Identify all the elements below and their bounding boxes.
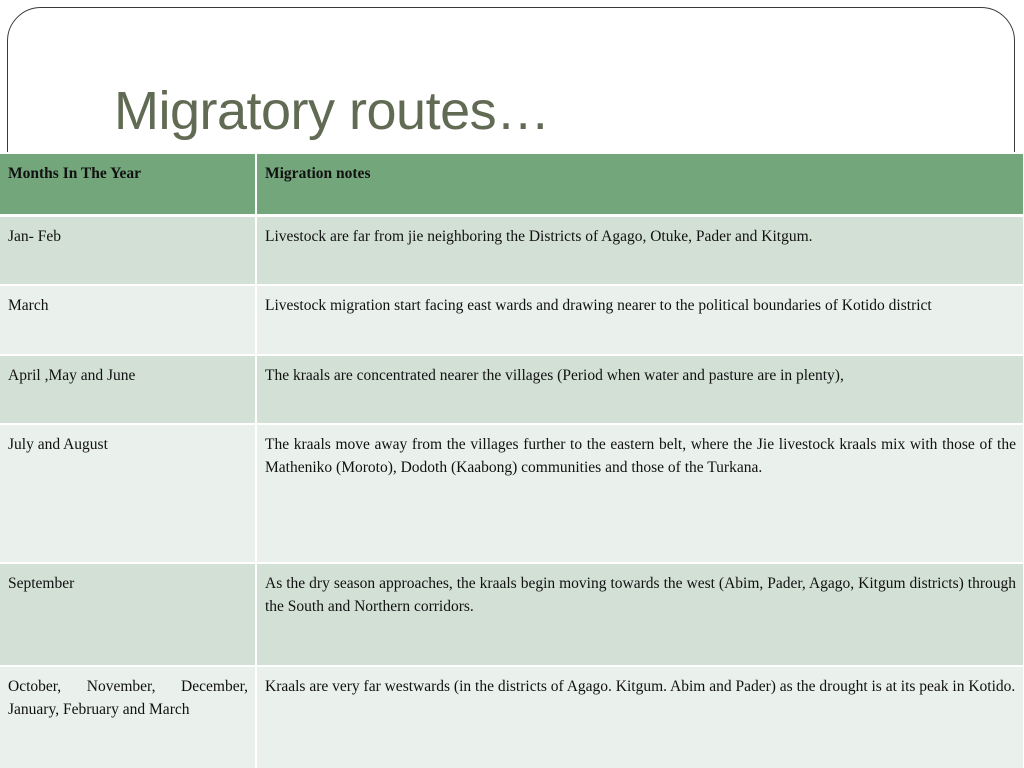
header-notes: Migration notes	[256, 153, 1024, 215]
table-row	[0, 285, 1024, 355]
notes-cell: The kraals move away from the villages further to the eastern belt, where the Jie livestock kraals mix with those of the Matheniko (Moroto), Dodoth (Kaabong) communities and those of the Turkana.	[256, 424, 1024, 563]
notes-cell: Kraals are very far westwards (in the districts of Agago. Kitgum. Abim and Pader) as the drought is at its peak in Kotido.	[256, 666, 1024, 768]
months-cell: Jan- Feb	[0, 215, 256, 285]
months-cell: April ,May and June	[0, 355, 256, 424]
notes-cell: As the dry season approaches, the kraals begin moving towards the west (Abim, Pader, Agago, Kitgum districts) through the South and Northern corridors.	[256, 563, 1024, 666]
months-cell: March	[0, 285, 256, 355]
months-cell: July and August	[0, 424, 256, 563]
notes-cell: The kraals are concentrated nearer the villages (Period when water and pasture are in plenty),	[256, 355, 1024, 424]
table-row	[0, 563, 1024, 666]
notes-cell: Livestock are far from jie neighboring the Districts of Agago, Otuke, Pader and Kitgum.	[256, 215, 1024, 285]
table-row	[0, 424, 1024, 563]
table-row	[0, 355, 1024, 424]
table-row	[0, 215, 1024, 285]
notes-cell: Livestock migration start facing east wards and drawing nearer to the political boundaries of Kotido district	[256, 285, 1024, 355]
table-row	[0, 666, 1024, 768]
migration-table	[0, 152, 1024, 768]
months-cell: September	[0, 563, 256, 666]
header-months: Months In The Year	[0, 153, 256, 215]
months-cell: October, November, December, January, February and March	[0, 666, 256, 768]
table-header-row	[0, 153, 1024, 215]
page-title: Migratory routes…	[114, 81, 550, 141]
